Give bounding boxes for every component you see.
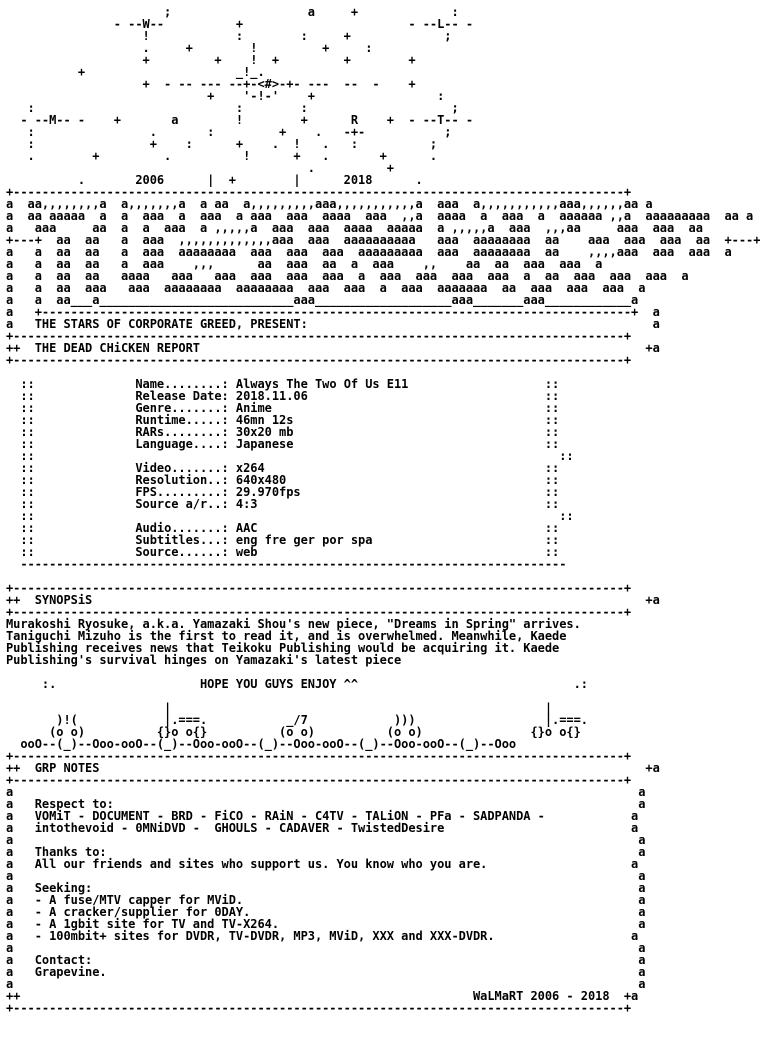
release-info-block	[6, 378, 760, 558]
logo-line: - --M-- - + a ! + R + - --T-- -	[6, 113, 474, 127]
logo-line: ! : : + ;	[6, 29, 452, 43]
synopsis-text-line: Murakoshi Ryosuke, a.k.a. Yamazaki Shou's new piece, "Dreams in Spring" arrives.	[6, 617, 581, 631]
release-field-value: 2018.11.06	[235, 389, 308, 403]
release-border-right: ::	[271, 401, 560, 415]
synopsis-header-line: +-------------------------------------------------------------------------------------+	[6, 605, 632, 619]
release-field-value: Anime	[235, 401, 272, 415]
release-field-label: Release Date:	[135, 389, 229, 403]
release-border-left: ::	[6, 449, 136, 463]
notes-body-line: a a	[6, 977, 646, 991]
nfo-document	[6, 6, 760, 1014]
enjoy-art-line: (o o) {}o o{} (o o) (o o) {}o o{}	[6, 725, 581, 739]
notes-header-line: ++ GRP NOTES +a	[6, 761, 660, 775]
notes-body-line: a Respect to: a	[6, 797, 646, 811]
notes-body-line: a a	[6, 941, 646, 955]
logo-line: : + : + . ! . : ;	[6, 137, 438, 151]
release-border-right: ::	[372, 533, 560, 547]
release-border-right: ::	[156, 509, 574, 523]
notes-body-line: a a	[6, 833, 646, 847]
release-field-label: RARs........:	[135, 425, 229, 439]
banner-line: +---+ aa aa a aaa ,,,,,,,,,,,,,aaa aaa aaaaaaaaaa aaa aaaaaaaa aa aaa aaa aaa aa +---+	[6, 233, 760, 247]
release-bottom-rule: ----------------------------------------------------------------------------	[6, 557, 567, 571]
release-border-left: ::	[6, 521, 136, 535]
banner-line: a a aa___a___________________________aaa___________________aaa_______aaa____________a	[6, 293, 639, 307]
banner-line: a a aa aaa aaa aaaaaaaa aaaaaaaa aaa aaa a aaa aaaaaaa aa aaa aaa aaa a	[6, 281, 646, 295]
notes-body-line: a a	[6, 785, 646, 799]
release-field-label: Resolution..:	[135, 473, 229, 487]
banner-line: a +----------------------------------------------------------------------------------+ a	[6, 305, 660, 319]
release-border-left: ::	[6, 485, 136, 499]
release-border-right: ::	[408, 377, 560, 391]
release-field-label: FPS.........:	[135, 485, 229, 499]
release-field-label: Video.......:	[135, 461, 229, 475]
banner-line: a a aa aa aaaa aaa aaa aaa aaa aaa a aaa aaa aaa aaa a aa aaa aaa aaa a	[6, 269, 689, 283]
logo-line: . 2006 | + | 2018 .	[6, 173, 423, 187]
release-field-value: 30x20 mb	[235, 425, 294, 439]
banner-line: +-------------------------------------------------------------------------------------+	[6, 353, 632, 367]
release-border-right: ::	[286, 473, 560, 487]
banner-line: a a aa aa a aaa ,,, aa aaa aa a aaa ,, aa aa aaa aaa a	[6, 257, 603, 271]
banner-line: a a aa aa a aaa aaaaaaaa aaa aaa aaa aaaaaaaaa aaa aaaaaaaa aa ,,,,aaa aaa aaa a	[6, 245, 732, 259]
logo-line: . +	[6, 161, 394, 175]
enjoy-line: :. HOPE YOU GUYS ENJOY ^^ .:	[6, 677, 588, 691]
logo-line: + _!_.	[6, 65, 265, 79]
enjoy-art-line: ooO--(_)--Ooo-ooO--(_)--Ooo-ooO--(_)--Ooo-ooO--(_)--Ooo-ooO--(_)--Ooo	[6, 737, 517, 751]
synopsis-header-line: ++ SYNOPSiS +a	[6, 593, 660, 607]
notes-footer-line: +-------------------------------------------------------------------------------------+	[6, 1001, 632, 1015]
notes-body-line: a Contact: a	[6, 953, 646, 967]
release-border-right: ::	[293, 437, 560, 451]
notes-body-line: a - A fuse/MTV capper for MViD. a	[6, 893, 646, 907]
synopsis-text-line: Taniguchi Mizuho is the first to read it, and is overwhelmed. Meanwhile, Kaede	[6, 629, 567, 643]
release-field-label: Language....:	[135, 437, 229, 451]
release-border-left: ::	[6, 437, 136, 451]
release-border-left: ::	[6, 425, 136, 439]
notes-footer-line: ++ WaLMaRT 2006 - 2018 +a	[6, 989, 639, 1003]
logo-line: + '-!-' + :	[6, 89, 445, 103]
release-field-value: 640x480	[235, 473, 287, 487]
release-border-left: ::	[6, 473, 136, 487]
logo-line: + + ! + + +	[6, 53, 416, 67]
banner-line: a aa,,,,,,,,a a,,,,,,,a a aa a,,,,,,,,,aaa,,,,,,,,,,,a aaa a,,,,,,,,,,,aaa,,,,,,aa a	[6, 197, 653, 211]
release-field-label: Audio.......:	[135, 521, 229, 535]
release-field-value: Always The Two Of Us E11	[235, 377, 409, 391]
release-field-label: Name........:	[135, 377, 229, 391]
release-title-line: ++ THE DEAD CHiCKEN REPORT +a	[6, 341, 660, 355]
release-border-left: ::	[6, 461, 136, 475]
notes-body-line: a All our friends and sites who support us. You know who you are. a	[6, 857, 639, 871]
notes-body-line: a Thanks to: a	[6, 845, 646, 859]
logo-line: ; a + :	[6, 5, 459, 19]
notes-header-line: +-------------------------------------------------------------------------------------+	[6, 749, 632, 763]
release-border-right: ::	[156, 449, 574, 463]
release-border-right: ::	[257, 545, 560, 559]
logo-line: + - -- --- --+-<#>-+- --- -- - +	[6, 77, 416, 91]
release-field-value: 46mn 12s	[235, 413, 294, 427]
notes-body-line: a - A cracker/supplier for 0DAY. a	[6, 905, 646, 919]
release-border-right: ::	[307, 389, 560, 403]
notes-body-line: a intothevoid - 0MNiDVD - GHOULS - CADAVER - TwistedDesire a	[6, 821, 639, 835]
enjoy-art-line: | |	[6, 701, 553, 715]
release-field-label: Genre.......:	[135, 401, 229, 415]
release-border-left: ::	[6, 389, 136, 403]
notes-body-line: a - 100mbit+ sites for DVDR, TV-DVDR, MP3, MViD, XXX and XXX-DVDR. a	[6, 929, 639, 943]
banner-line: a aa aaaaa a a aaa a aaa a aaa aaa aaaa aaa ,,a aaaa a aaa a aaaaaa ,,a aaaaaaaaa aa a	[6, 209, 754, 223]
notes-body-line: a - A 1gbit site for TV and TV-X264. a	[6, 917, 646, 931]
release-field-value: x264	[235, 461, 265, 475]
release-field-label: Source a/r..:	[135, 497, 229, 511]
release-border-left: ::	[6, 413, 136, 427]
logo-line: - --W-- + - --L-- -	[6, 17, 474, 31]
group-intro-line: a THE STARS OF CORPORATE GREED, PRESENT: a	[6, 317, 660, 331]
logo-line: : . : + . -+- ;	[6, 125, 452, 139]
release-field-label: Runtime.....:	[135, 413, 229, 427]
release-field-label: Source......:	[135, 545, 229, 559]
release-border-right: ::	[293, 425, 560, 439]
release-field-label: Subtitles...:	[135, 533, 229, 547]
release-border-left: ::	[6, 497, 136, 511]
release-field-value: AAC	[235, 521, 258, 535]
synopsis-header-line: +-------------------------------------------------------------------------------------+	[6, 581, 632, 595]
release-border-right: ::	[300, 485, 560, 499]
logo-line: . + . ! + . + .	[6, 149, 438, 163]
release-field-value: 4:3	[235, 497, 258, 511]
synopsis-text-line: Publishing receives news that Teikoku Publishing would be acquiring it. Kaede	[6, 641, 560, 655]
release-border-left: ::	[6, 377, 136, 391]
release-field-value: web	[235, 545, 258, 559]
notes-body	[6, 786, 760, 990]
release-border-right: ::	[257, 521, 560, 535]
logo-line: . + ! + :	[6, 41, 373, 55]
notes-body-line: a Seeking: a	[6, 881, 646, 895]
logo-line: : : : ;	[6, 101, 459, 115]
banner-line: a aaa aa a a aaa a ,,,,,a aaa aaa aaaa aaaaa a ,,,,,a aaa ,,,aa aaa aaa aa	[6, 221, 703, 235]
release-border-left: ::	[6, 401, 136, 415]
notes-body-line: a a	[6, 869, 646, 883]
release-field-value: eng fre ger por spa	[235, 533, 373, 547]
notes-body-line: a Grapevine. a	[6, 965, 646, 979]
release-field-value: 29.970fps	[235, 485, 301, 499]
banner-line: +-------------------------------------------------------------------------------------+	[6, 329, 632, 343]
synopsis-text-line: Publishing's survival hinges on Yamazaki's latest piece	[6, 653, 402, 667]
release-border-right: ::	[264, 461, 560, 475]
release-border-left: ::	[6, 533, 136, 547]
notes-header-line: +-------------------------------------------------------------------------------------+	[6, 773, 632, 787]
release-border-left: ::	[6, 545, 136, 559]
release-border-right: ::	[257, 497, 560, 511]
release-border-right: ::	[293, 413, 560, 427]
release-field-value: Japanese	[235, 437, 294, 451]
notes-body-line: a VOMiT - DOCUMENT - BRD - FiCO - RAiN - C4TV - TALiON - PFa - SADPANDA - a	[6, 809, 639, 823]
banner-line: +-------------------------------------------------------------------------------------+	[6, 185, 632, 199]
enjoy-art-line: )!( |.===. _/7 ))) |.===.	[6, 713, 588, 727]
release-border-left: ::	[6, 509, 136, 523]
